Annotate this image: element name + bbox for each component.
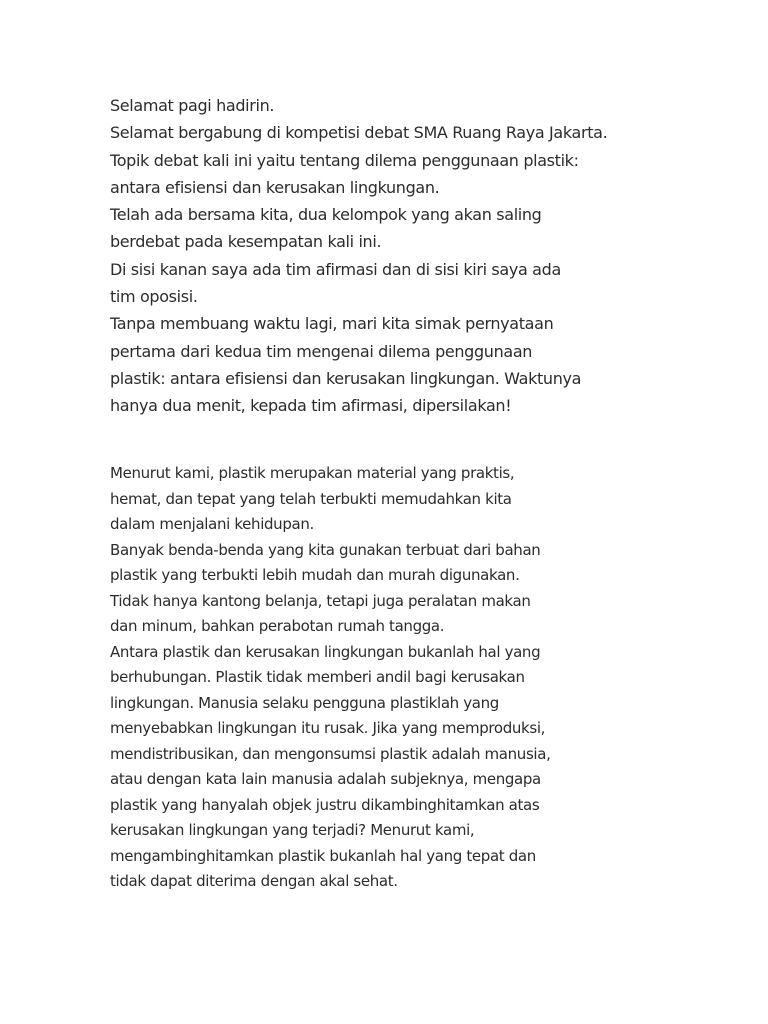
text-line: antara efisiensi dan kerusakan lingkungan. — [110, 177, 440, 197]
text-line: Menurut kami, plastik merupakan material yang praktis, — [110, 464, 515, 482]
text-line: Tanpa membuang waktu lagi, mari kita simak pernyataan — [110, 314, 554, 334]
text-line: menyebabkan lingkungan itu rusak. Jika yang memproduksi, — [110, 719, 546, 737]
text-line: dan minum, bahkan perabotan rumah tangga. — [110, 617, 445, 635]
affirmative-argument-paragraph — [110, 461, 670, 895]
text-line: Telah ada bersama kita, dua kelompok yang akan saling — [110, 205, 542, 225]
text-line: kerusakan lingkungan yang terjadi? Menurut kami, — [110, 821, 475, 839]
text-line: plastik yang hanyalah objek justru dikambinghitamkan atas — [110, 795, 540, 814]
text-line: pertama dari kedua tim mengenai dilema penggunaan — [110, 341, 533, 361]
text-line: tidak dapat diterima dengan akal sehat. — [110, 872, 398, 890]
text-line: Banyak benda-benda yang kita gunakan terbuat dari bahan — [110, 540, 541, 559]
text-line: Selamat bergabung di kompetisi debat SMA Ruang Raya Jakarta. — [110, 123, 608, 143]
text-line: atau dengan kata lain manusia adalah subjeknya, mengapa — [110, 770, 541, 788]
text-line: hemat, dan tepat yang telah terbukti memudahkan kita — [110, 489, 512, 508]
text-line: dalam menjalani kehidupan. — [110, 515, 314, 533]
text-line: Selamat pagi hadirin. — [110, 96, 275, 115]
text-line: Tidak hanya kantong belanja, tetapi juga peralatan makan — [110, 591, 531, 610]
text-line: berhubungan. Plastik tidak memberi andil bagi kerusakan — [110, 668, 525, 686]
text-line: mengambinghitamkan plastik bukanlah hal yang tepat dan — [110, 846, 536, 865]
text-line: tim oposisi. — [110, 287, 198, 307]
moderator-opening-paragraph — [110, 92, 670, 420]
text-line: Antara plastik dan kerusakan lingkungan bukanlah hal yang — [110, 642, 541, 661]
text-line: Di sisi kanan saya ada tim afirmasi dan di sisi kiri saya ada — [110, 259, 561, 279]
text-line: plastik: antara efisiensi dan kerusakan lingkungan. Waktunya — [110, 368, 582, 388]
text-line: berdebat pada kesempatan kali ini. — [110, 232, 382, 252]
text-line: mendistribusikan, dan mengonsumsi plastik adalah manusia, — [110, 744, 551, 763]
text-line: Topik debat kali ini yaitu tentang dilema penggunaan plastik: — [110, 150, 579, 170]
text-line: lingkungan. Manusia selaku pengguna plastiklah yang — [110, 693, 499, 712]
text-line: hanya dua menit, kepada tim afirmasi, dipersilakan! — [110, 396, 512, 416]
text-line: plastik yang terbukti lebih mudah dan murah digunakan. — [110, 566, 520, 584]
